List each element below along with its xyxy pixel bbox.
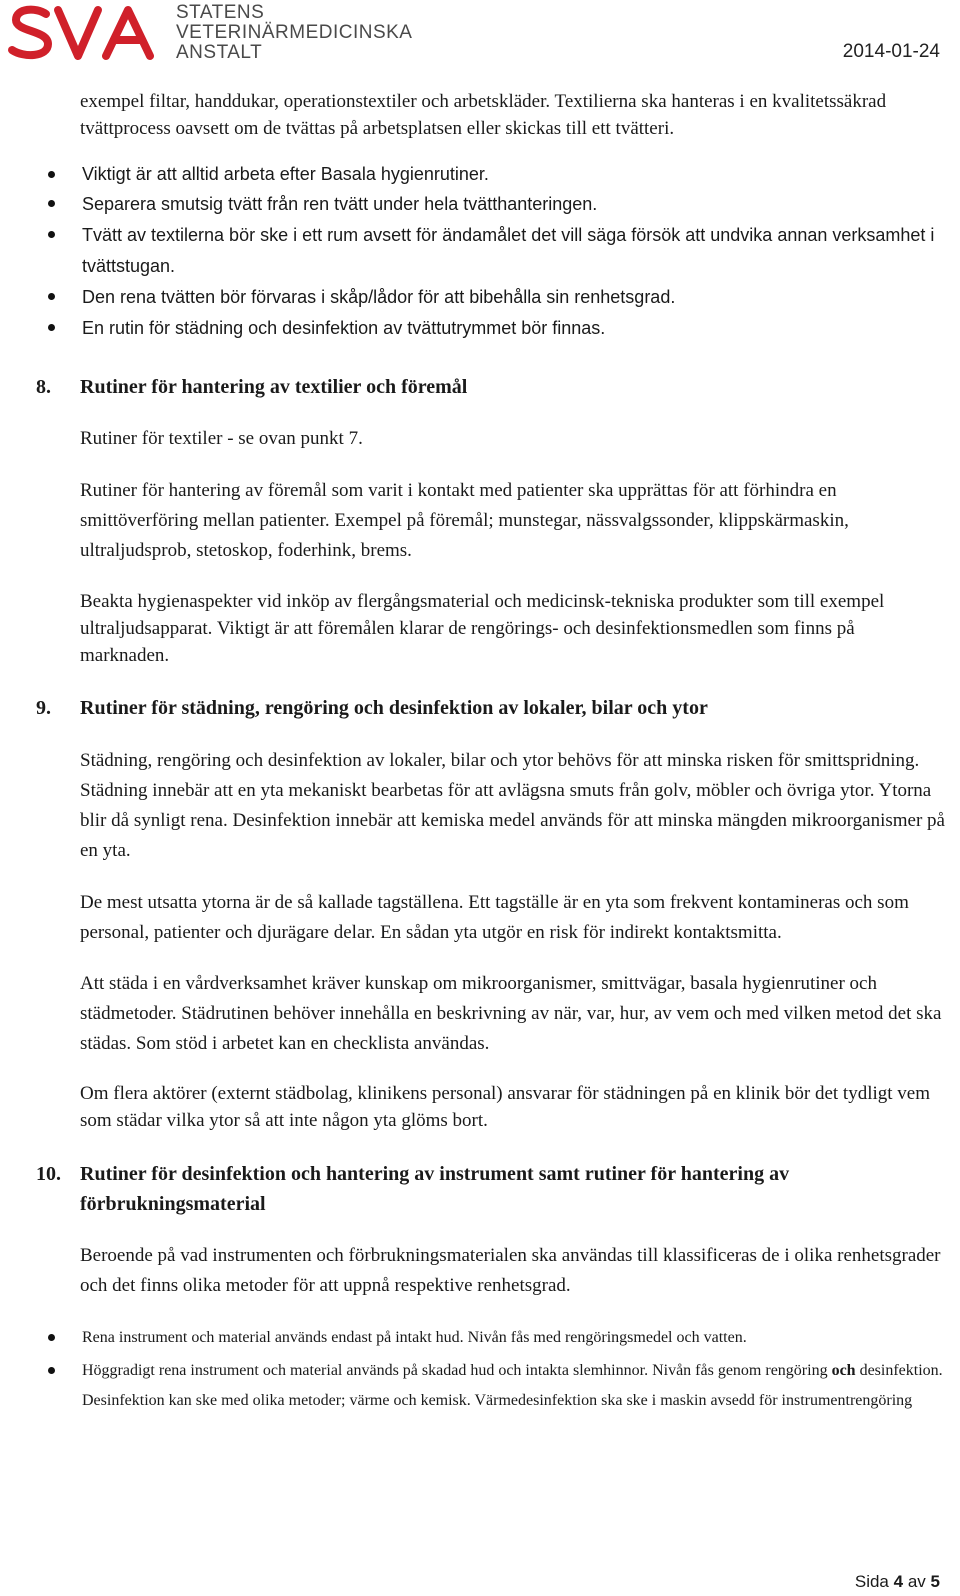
footer-av: av	[907, 1572, 926, 1591]
bullet-icon	[48, 1334, 55, 1341]
section-title: Rutiner för hantering av textilier och föremål	[80, 376, 468, 398]
section-9-paragraph: Städning, rengöring och desinfektion av lokaler, bilar och ytor behövs för att minska risken för smittspridning. Städning innebär att en yta mekaniskt bearbetas för att avlägsna smuts från golv, möbler och övriga ytor. Ytorna blir då synligt rena. Desinfektion innebär att kemiska medel används för att minska mängden mikroorganismer på en yta.	[80, 750, 945, 861]
bullet-text: En rutin för städning och desinfektion av tvättutrymmet bör finnas.	[82, 318, 606, 338]
sva-logo-mark	[6, 2, 166, 64]
bullet-text: Rena instrument och material används endast på intakt hud. Nivån fås med rengöringsmedel och vatten.	[82, 1329, 747, 1346]
document-body	[36, 88, 946, 1416]
section-9-paragraph: De mest utsatta ytorna är de så kallade tagställena. Ett tagställe är en yta som frekvent kontamineras och som personal, patienter och djurägare delar. En sådan yta utgör en risk för indirekt kontaktsmitta.	[80, 892, 909, 943]
bullet-text: Den rena tvätten bör förvaras i skåp/lådor för att bibehålla sin renhetsgrad.	[82, 287, 676, 307]
section-title: Rutiner för städning, rengöring och desinfektion av lokaler, bilar och ytor	[80, 697, 708, 719]
sva-logo	[6, 2, 413, 64]
logo-line-2: VETERINÄRMEDICINSKA	[176, 22, 413, 43]
document-date: 2014-01-24	[842, 41, 940, 62]
bullet-icon	[48, 324, 55, 331]
bullet-text: Tvätt av textilerna bör ske i ett rum avsett för ändamålet det vill säga försök att undvika annan verksamhet i tvättstugan.	[82, 225, 935, 276]
section-9-heading	[36, 695, 946, 722]
bullet-list-instruments	[80, 1323, 946, 1416]
bullet-icon	[48, 231, 55, 238]
bullet-text-part: Höggradigt rena instrument och material används på skadad hud och intakta slemhinnor. Nivån fås genom rengöring	[82, 1362, 832, 1379]
bullet-text-bold: och	[831, 1362, 856, 1379]
section-8-paragraph: Beakta hygienaspekter vid inköp av flergångsmaterial och medicinsk-tekniska produkter som till exempel ultraljudsapparat. Viktigt är att föremålen klarar de rengörings- och desinfektionsmedlen som finns på marknaden.	[80, 591, 885, 666]
logo-line-3: ANSTALT	[176, 42, 263, 63]
bullet-icon	[48, 1367, 55, 1374]
bullet-text: Separera smutsig tvätt från ren tvätt under hela tvätthanteringen.	[82, 194, 598, 214]
section-number: 8.	[36, 376, 51, 398]
section-8-paragraph: Rutiner för textiler - se ovan punkt 7.	[80, 428, 363, 449]
bullet-text: Viktigt är att alltid arbeta efter Basala hygienrutiner.	[82, 164, 489, 184]
section-8-heading	[36, 374, 946, 401]
section-number: 9.	[36, 697, 51, 719]
bullet-icon	[48, 171, 55, 178]
section-10-paragraph: Beroende på vad instrumenten och förbrukningsmaterialen ska användas till klassificeras de i olika renhetsgrader och det finns olika metoder för att uppnå respektive renhetsgrad.	[80, 1245, 941, 1296]
section-10-heading	[36, 1159, 946, 1219]
bullet-list-laundry	[80, 160, 946, 344]
section-9-paragraph: Att städa i en vårdverksamhet kräver kunskap om mikroorganismer, smittvägar, basala hygienrutiner och städmetoder. Städrutinen behöver innehålla en beskrivning av när, var, hur, av vem och med vilken metod det ska städas. Som stöd i arbetet kan en checklista användas.	[80, 973, 942, 1054]
page-footer	[855, 1572, 940, 1592]
bullet-icon	[48, 200, 55, 207]
page-header	[0, 0, 960, 70]
bullet-item	[40, 1356, 946, 1416]
logo-agency-name	[176, 3, 412, 63]
section-number: 10.	[36, 1163, 61, 1185]
bullet-item	[40, 160, 946, 189]
section-9-paragraph: Om flera aktörer (externt städbolag, klinikens personal) ansvarar för städningen på en klinik bör det tydligt vem som städar vilka ytor så att inte någon yta glöms bort.	[80, 1083, 930, 1131]
bullet-icon	[48, 293, 55, 300]
bullet-item	[40, 313, 946, 344]
section-title: Rutiner för desinfektion och hantering av instrument samt rutiner för hantering av förbrukningsmaterial	[80, 1163, 790, 1215]
footer-sida: Sida	[854, 1572, 889, 1591]
section-8-paragraph: Rutiner för hantering av föremål som varit i kontakt med patienter ska upprättas för att förhindra en smittöverföring mellan patienter. Exempel på föremål; munstegar, nässvalgssonder, klippskärmaskin, ultraljudsprob, stetoskop, foderhink, brems.	[80, 480, 849, 561]
bullet-text-part: desinfektion. Desinfektion kan ske med olika metoder; värme och kemisk. Värmedesinfektion ska ske i maskin avsedd för instrumentrengöring	[82, 1362, 943, 1409]
footer-page-total: 5	[930, 1572, 940, 1591]
bullet-item	[40, 220, 946, 282]
bullet-item	[40, 189, 946, 220]
bullet-item	[40, 282, 946, 313]
intro-paragraph: exempel filtar, handdukar, operationstextiler och arbetskläder. Textilierna ska hanteras i en kvalitetssäkrad tvättprocess oavsett om de tvättas på arbetsplatsen eller skickas till ett tvätteri.	[80, 91, 887, 139]
logo-line-1: STATENS	[176, 2, 265, 23]
bullet-item	[40, 1323, 946, 1353]
footer-page-number: 4	[893, 1572, 904, 1591]
